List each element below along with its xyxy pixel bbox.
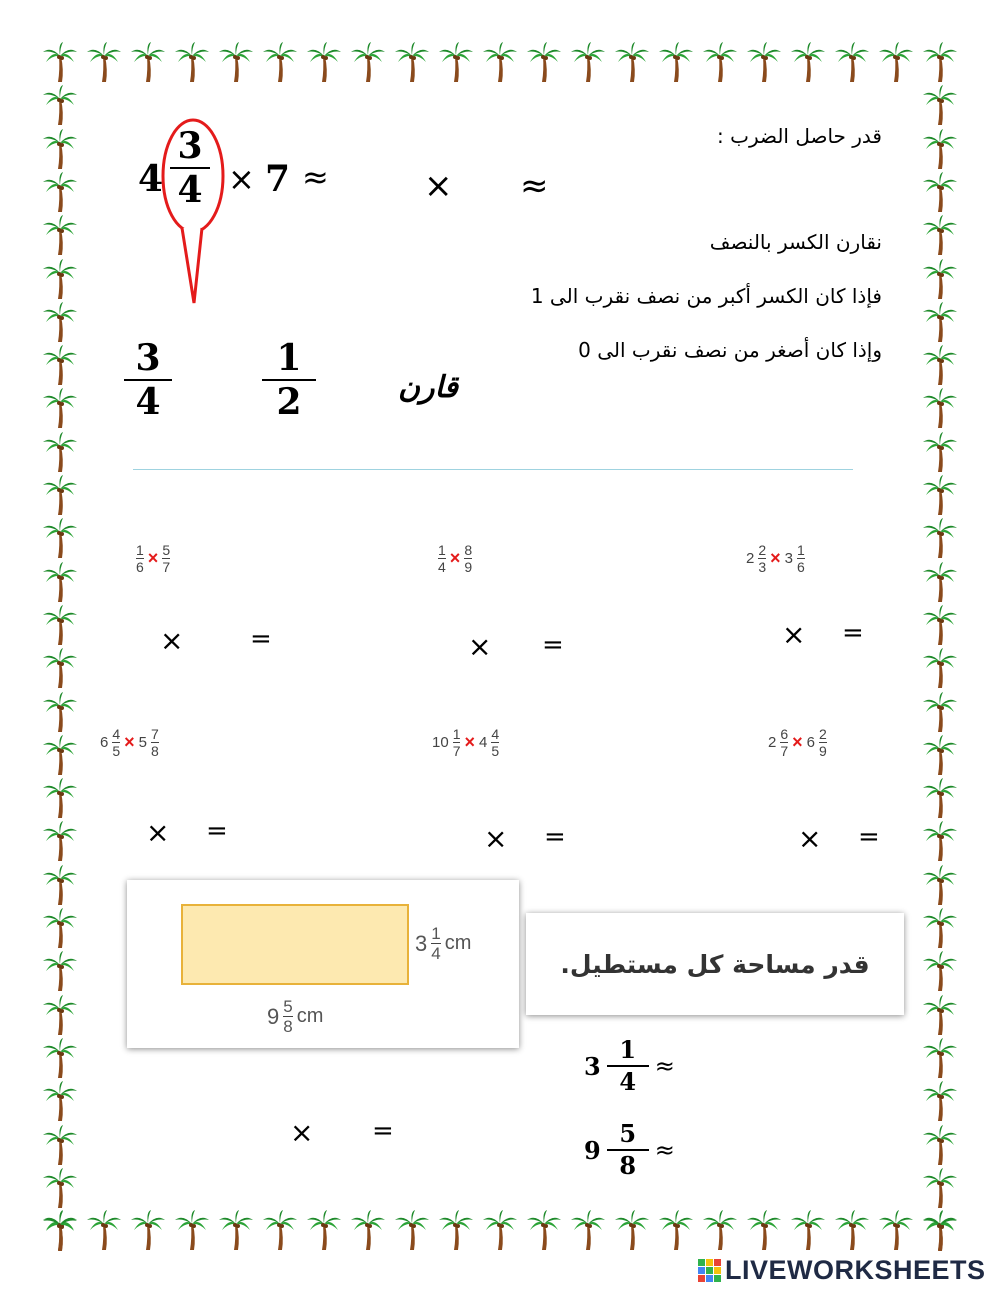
palm-tree-icon xyxy=(43,908,77,948)
liveworksheets-brand: LIVEWORKSHEETS xyxy=(725,1255,986,1285)
blank-times[interactable]: × xyxy=(424,166,453,206)
palm-tree-icon xyxy=(923,475,957,515)
palm-tree-icon xyxy=(351,1210,385,1250)
palm-tree-icon xyxy=(43,85,77,125)
palm-tree-icon xyxy=(395,1210,429,1250)
multiply-icon: × xyxy=(770,548,781,568)
palm-tree-icon xyxy=(263,1210,297,1250)
palm-tree-icon xyxy=(131,42,165,82)
palm-tree-icon xyxy=(923,735,957,775)
rectangle-shape xyxy=(181,904,409,985)
whole-number: 4 xyxy=(479,734,488,751)
problem-5-answer-equals[interactable]: = xyxy=(544,822,566,852)
example-times: × xyxy=(228,160,255,198)
palm-tree-icon xyxy=(219,42,253,82)
problem-5-expression xyxy=(432,727,499,758)
palm-tree-icon xyxy=(923,85,957,125)
palm-tree-icon xyxy=(43,735,77,775)
palm-tree-icon xyxy=(527,42,561,82)
palm-tree-icon xyxy=(43,302,77,342)
palm-tree-icon xyxy=(175,1210,209,1250)
palm-tree-icon xyxy=(923,1125,957,1165)
area-instruction: قدر مساحة كل مستطيل. xyxy=(560,949,870,979)
multiply-icon: × xyxy=(464,732,475,752)
multiply-icon: × xyxy=(792,732,803,752)
fraction: $\frac{8}{9}$ xyxy=(464,542,473,575)
problem-1-answer-times[interactable]: × xyxy=(160,624,184,657)
fraction: $\frac{5}{7}$ xyxy=(162,542,171,575)
problem-3-answer-times[interactable]: × xyxy=(782,618,806,651)
area-instruction-card xyxy=(526,913,904,1015)
palm-tree-icon xyxy=(923,821,957,861)
palm-tree-icon xyxy=(835,1210,869,1250)
palm-tree-icon xyxy=(43,475,77,515)
problem-5-answer-times[interactable]: × xyxy=(484,822,508,855)
approximation-row-2: 9 $\frac{5}{8}$ ≈ xyxy=(584,1119,675,1180)
palm-tree-icon xyxy=(43,995,77,1035)
rule-round-up: فإذا كان الكسر أكبر من نصف نقرب الى 1 xyxy=(530,284,882,308)
palm-tree-icon xyxy=(923,951,957,991)
example-approx: ≈ xyxy=(302,158,329,196)
palm-tree-icon xyxy=(615,1210,649,1250)
palm-tree-icon xyxy=(791,1210,825,1250)
palm-tree-icon xyxy=(615,42,649,82)
palm-tree-icon xyxy=(43,562,77,602)
palm-tree-icon xyxy=(703,1210,737,1250)
palm-tree-icon xyxy=(483,1210,517,1250)
compare-fraction-one-half: 1 2 xyxy=(262,340,316,420)
palm-tree-icon xyxy=(43,1081,77,1121)
palm-tree-icon xyxy=(87,42,121,82)
problem-4-answer-times[interactable]: × xyxy=(146,816,170,849)
problem-6-answer-times[interactable]: × xyxy=(798,822,822,855)
palm-tree-icon xyxy=(923,1168,957,1208)
example-fraction: 3 4 xyxy=(170,128,210,208)
palm-tree-icon xyxy=(43,432,77,472)
problem-1-answer-equals[interactable]: = xyxy=(250,624,272,654)
palm-tree-icon xyxy=(43,865,77,905)
palm-tree-icon xyxy=(43,692,77,732)
palm-tree-icon xyxy=(43,1211,77,1251)
palm-tree-icon xyxy=(571,42,605,82)
palm-tree-icon xyxy=(835,42,869,82)
palm-tree-icon xyxy=(131,1210,165,1250)
palm-tree-icon xyxy=(43,1038,77,1078)
palm-tree-icon xyxy=(923,42,957,82)
palm-tree-icon xyxy=(923,692,957,732)
problem-3-answer-equals[interactable]: = xyxy=(842,618,864,648)
palm-tree-icon xyxy=(923,995,957,1035)
palm-tree-icon xyxy=(923,865,957,905)
palm-tree-icon xyxy=(923,172,957,212)
example-factor: 7 xyxy=(265,158,291,200)
palm-tree-icon xyxy=(439,1210,473,1250)
example-whole: 4 xyxy=(138,158,164,200)
section-divider xyxy=(133,469,853,470)
palm-tree-icon xyxy=(923,908,957,948)
palm-tree-icon xyxy=(923,648,957,688)
palm-tree-icon xyxy=(923,562,957,602)
whole-number: 6 xyxy=(806,734,815,751)
problem-3-expression xyxy=(746,543,805,574)
palm-tree-icon xyxy=(307,1210,341,1250)
palm-tree-icon xyxy=(923,1211,957,1251)
palm-tree-icon xyxy=(175,42,209,82)
fraction: $\frac{4}{5}$ xyxy=(112,726,121,759)
palm-tree-icon xyxy=(43,518,77,558)
multiply-icon: × xyxy=(147,548,159,568)
final-answer-equals[interactable]: = xyxy=(372,1116,394,1146)
palm-tree-icon xyxy=(923,1038,957,1078)
final-answer-times[interactable]: × xyxy=(290,1116,314,1149)
palm-tree-icon xyxy=(43,951,77,991)
palm-tree-icon xyxy=(43,259,77,299)
palm-tree-icon xyxy=(87,1210,121,1250)
palm-tree-icon xyxy=(43,345,77,385)
palm-tree-icon xyxy=(923,259,957,299)
rule-compare-half: نقارن الكسر بالنصف xyxy=(709,230,882,254)
palm-tree-icon xyxy=(879,42,913,82)
problem-4-expression xyxy=(100,727,159,758)
palm-tree-icon xyxy=(659,1210,693,1250)
palm-tree-icon xyxy=(659,42,693,82)
palm-tree-icon xyxy=(439,42,473,82)
whole-number: 2 xyxy=(768,734,777,751)
rule-round-down: وإذا كان أصغر من نصف نقرب الى 0 xyxy=(578,338,882,362)
palm-tree-icon xyxy=(923,388,957,428)
palm-tree-icon xyxy=(43,778,77,818)
approximation-row-1: 3 $\frac{1}{4}$ ≈ xyxy=(584,1035,675,1096)
palm-tree-icon xyxy=(747,1210,781,1250)
problem-2-answer-equals[interactable]: = xyxy=(542,630,564,660)
palm-tree-icon xyxy=(747,42,781,82)
palm-tree-icon xyxy=(791,42,825,82)
whole-number: 6 xyxy=(100,734,109,751)
fraction: $\frac{1}{6}$ xyxy=(136,542,144,575)
problem-6-expression xyxy=(768,727,827,758)
liveworksheets-logo-icon xyxy=(698,1259,722,1283)
palm-tree-icon xyxy=(219,1210,253,1250)
palm-tree-icon xyxy=(923,778,957,818)
fraction: $\frac{4}{5}$ xyxy=(491,726,500,759)
fraction: $\frac{6}{7}$ xyxy=(780,726,789,759)
fraction: $\frac{2}{9}$ xyxy=(819,726,827,759)
fraction: $\frac{2}{3}$ xyxy=(758,542,767,575)
problem-1-expression xyxy=(136,543,170,574)
whole-number: 3 xyxy=(784,550,793,567)
problem-6-answer-equals[interactable]: = xyxy=(858,822,880,852)
compare-fraction-three-quarters: 3 4 xyxy=(124,340,172,420)
palm-tree-icon xyxy=(43,215,77,255)
fraction: $\frac{1}{6}$ xyxy=(797,542,805,575)
palm-tree-icon xyxy=(923,215,957,255)
problem-4-answer-equals[interactable]: = xyxy=(206,816,228,846)
palm-tree-icon xyxy=(879,1210,913,1250)
palm-tree-icon xyxy=(307,42,341,82)
instruction-estimate-product: قدر حاصل الضرب : xyxy=(717,124,882,148)
palm-tree-icon xyxy=(43,42,77,82)
blank-approx[interactable]: ≈ xyxy=(520,166,549,206)
palm-tree-icon xyxy=(43,1168,77,1208)
palm-tree-icon xyxy=(263,42,297,82)
palm-tree-icon xyxy=(923,345,957,385)
palm-tree-icon xyxy=(923,302,957,342)
rectangle-figure xyxy=(127,880,519,1048)
palm-tree-icon xyxy=(43,605,77,645)
multiply-icon: × xyxy=(449,548,461,568)
fraction: $\frac{7}{8}$ xyxy=(151,726,159,759)
palm-tree-icon xyxy=(527,1210,561,1250)
palm-tree-icon xyxy=(923,1081,957,1121)
palm-tree-icon xyxy=(923,605,957,645)
example-expression xyxy=(120,110,350,310)
palm-tree-icon xyxy=(923,129,957,169)
palm-tree-icon xyxy=(43,648,77,688)
palm-tree-icon xyxy=(483,42,517,82)
palm-tree-icon xyxy=(571,1210,605,1250)
palm-tree-icon xyxy=(395,42,429,82)
palm-tree-icon xyxy=(923,432,957,472)
fraction: $\frac{1}{4}$ xyxy=(438,542,446,575)
compare-label: قارن xyxy=(398,370,458,405)
palm-tree-icon xyxy=(43,1125,77,1165)
fraction: $\frac{1}{7}$ xyxy=(452,726,461,759)
palm-tree-icon xyxy=(351,42,385,82)
whole-number: 5 xyxy=(138,734,147,751)
palm-tree-icon xyxy=(923,518,957,558)
palm-tree-icon xyxy=(43,129,77,169)
palm-tree-icon xyxy=(43,388,77,428)
palm-tree-icon xyxy=(43,172,77,212)
rectangle-width-label: 9 $\frac{5}{8}$ cm xyxy=(267,997,324,1036)
multiply-icon: × xyxy=(124,732,135,752)
problem-2-answer-times[interactable]: × xyxy=(468,630,492,663)
palm-tree-icon xyxy=(703,42,737,82)
liveworksheets-logo[interactable] xyxy=(698,1255,986,1286)
problem-2-expression xyxy=(438,543,472,574)
palm-tree-icon xyxy=(43,821,77,861)
whole-number: 2 xyxy=(746,550,755,567)
whole-number: 10 xyxy=(432,734,449,751)
rectangle-height-label: 3 $\frac{1}{4}$ cm xyxy=(415,924,472,963)
